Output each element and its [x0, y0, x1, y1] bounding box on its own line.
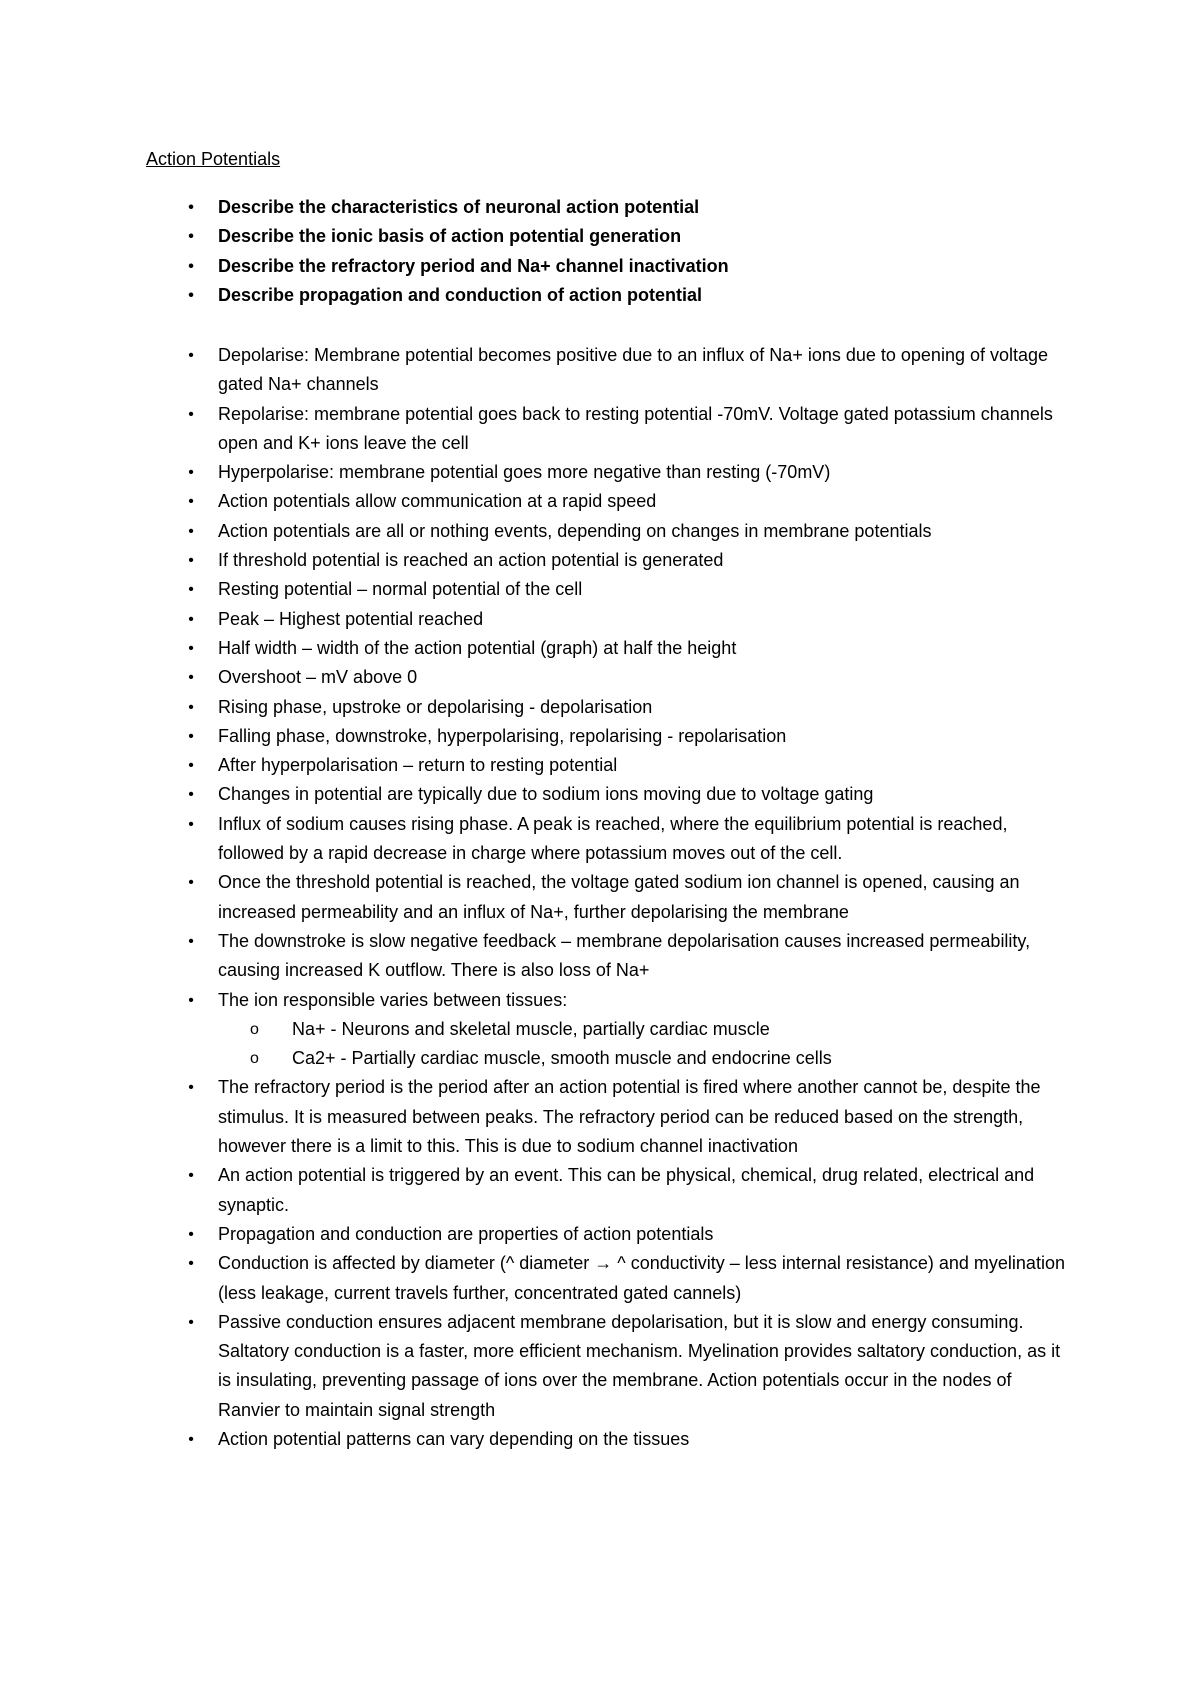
note-item [0, 780, 1070, 809]
note-text: Action potentials are all or nothing events, depending on changes in membrane potentials [218, 520, 932, 541]
note-item [0, 751, 1070, 780]
note-text: After hyperpolarisation – return to resting potential [218, 755, 618, 776]
note-text: Propagation and conduction are properties of action potentials [218, 1223, 714, 1244]
note-text: Rising phase, upstroke or depolarising - depolarisation [218, 696, 653, 717]
objective-text: Describe the refractory period and Na+ channel inactivation [218, 255, 729, 276]
note-item [0, 1425, 1070, 1454]
note-item [0, 722, 1070, 751]
note-text: If threshold potential is reached an action potential is generated [218, 550, 724, 571]
note-text: The refractory period is the period after an action potential is fired where another cannot be, despite the stimulus. It is measured between peaks. The refractory period can be reduced based on the strength, however there is a limit to this. This is due to sodium channel inactivation [218, 1077, 1041, 1157]
objective-text: Describe the ionic basis of action potential generation [218, 226, 682, 247]
note-text: Action potentials allow communication at a rapid speed [218, 491, 657, 512]
notes-list [0, 341, 1200, 1454]
bullet-icon: • [188, 1167, 194, 1185]
bullet-icon: • [188, 669, 194, 687]
note-text: Peak – Highest potential reached [218, 608, 484, 629]
bullet-icon: • [188, 786, 194, 804]
note-item [0, 487, 1070, 516]
objective-item [0, 222, 1070, 251]
note-item [0, 1161, 1070, 1220]
note-item [0, 546, 1070, 575]
note-item [0, 663, 1070, 692]
note-text: Resting potential – normal potential of the cell [218, 579, 583, 600]
note-item [0, 341, 1070, 400]
bullet-icon: • [188, 727, 194, 745]
bullet-icon: • [188, 464, 194, 482]
note-text: Passive conduction ensures adjacent membrane depolarisation, but it is slow and energy consuming. Saltatory conduction is a faster, more efficient mechanism. Myelination provides saltatory conduction, as it is insulating, preventing passage of ions over the membrane. Action potentials occur in the nodes of Ranvier to maintain signal strength [218, 1311, 1061, 1420]
bullet-icon: • [188, 757, 194, 775]
note-item [0, 575, 1070, 604]
note-text: Falling phase, downstroke, hyperpolarising, repolarising - repolarisation [218, 725, 787, 746]
note-text: Repolarise: membrane potential goes back to resting potential -70mV. Voltage gated potassium channels open and K+ ions leave the cell [218, 403, 1053, 453]
note-item [0, 1249, 1070, 1308]
note-text: Influx of sodium causes rising phase. A peak is reached, where the equilibrium potential is reached, followed by a rapid decrease in charge where potassium moves out of the cell. [218, 813, 1008, 864]
bullet-icon: • [188, 581, 194, 599]
note-item [0, 1308, 1070, 1425]
note-text: Changes in potential are typically due to sodium ions moving due to voltage gating [218, 784, 874, 805]
note-item [0, 1220, 1070, 1249]
bullet-icon: • [188, 552, 194, 570]
bullet-icon: • [188, 610, 194, 628]
note-text: Once the threshold potential is reached, the voltage gated sodium ion channel is opened, causing an increased permeability and an influx of Na+, further depolarising the membrane [218, 872, 1020, 922]
note-text: Depolarise: Membrane potential becomes positive due to an influx of Na+ ions due to opening of voltage gated Na+ channels [218, 345, 1049, 395]
bullet-icon: • [188, 932, 194, 950]
note-text: Action potential patterns can vary depending on the tissues [218, 1428, 690, 1449]
bullet-icon: • [188, 1079, 194, 1097]
bullet-icon: • [188, 257, 194, 275]
note-text: Hyperpolarise: membrane potential goes more negative than resting (-70mV) [218, 462, 831, 483]
bullet-icon: • [188, 1225, 194, 1243]
note-item [0, 605, 1070, 634]
objective-text: Describe the characteristics of neuronal action potential [218, 197, 700, 217]
bullet-icon: • [188, 1255, 194, 1273]
bullet-icon: • [188, 199, 194, 216]
learning-objectives-list [0, 193, 1200, 310]
note-text: Half width – width of the action potential (graph) at half the height [218, 637, 737, 658]
objective-item [0, 193, 1070, 222]
bullet-icon: • [188, 874, 194, 892]
note-text: The downstroke is slow negative feedback – membrane depolarisation causes increased permeability, causing increased K outflow. There is also loss of Na+ [218, 930, 1031, 981]
note-item [0, 400, 1070, 459]
note-text: Overshoot – mV above 0 [218, 667, 418, 688]
bullet-icon: • [188, 522, 194, 540]
note-text: An action potential is triggered by an event. This can be physical, chemical, drug related, electrical and synaptic. [218, 1165, 1035, 1215]
sub-note-text: Na+ - Neurons and skeletal muscle, partially cardiac muscle [292, 1018, 770, 1039]
bullet-icon: • [188, 286, 194, 304]
objective-item [0, 281, 1070, 310]
bullet-icon: • [188, 698, 194, 716]
note-item [0, 868, 1070, 927]
note-item [0, 927, 1070, 986]
bullet-icon: • [188, 228, 194, 246]
sub-note-item [250, 1044, 1070, 1073]
bullet-icon: • [188, 639, 194, 657]
bullet-icon: • [188, 405, 194, 423]
page-title: Action Potentials [146, 149, 281, 169]
note-item [0, 986, 1070, 1074]
circle-bullet-icon: o [250, 1050, 259, 1068]
circle-bullet-icon: o [250, 1020, 259, 1038]
bullet-icon: • [188, 1430, 194, 1448]
sub-note-text: Ca2+ - Partially cardiac muscle, smooth muscle and endocrine cells [292, 1048, 832, 1069]
note-item [0, 517, 1070, 546]
bullet-icon: • [188, 347, 194, 364]
note-text: Conduction is affected by diameter (^ diameter → ^ conductivity – less internal resistance) and myelination (less leakage, current travels further, concentrated gated cannels) [218, 1253, 1065, 1303]
bullet-icon: • [188, 1313, 194, 1331]
note-item [0, 693, 1070, 722]
note-item [0, 634, 1070, 663]
note-item [0, 458, 1070, 487]
tissue-ion-sublist [218, 1015, 1070, 1074]
note-text: The ion responsible varies between tissues: [218, 989, 568, 1010]
bullet-icon: • [188, 815, 194, 833]
sub-note-item [250, 1015, 1070, 1044]
note-item [0, 810, 1070, 869]
objective-item [0, 252, 1070, 281]
note-item [0, 1073, 1070, 1161]
bullet-icon: • [188, 493, 194, 511]
bullet-icon: • [188, 991, 194, 1009]
objective-text: Describe propagation and conduction of action potential [218, 284, 703, 305]
